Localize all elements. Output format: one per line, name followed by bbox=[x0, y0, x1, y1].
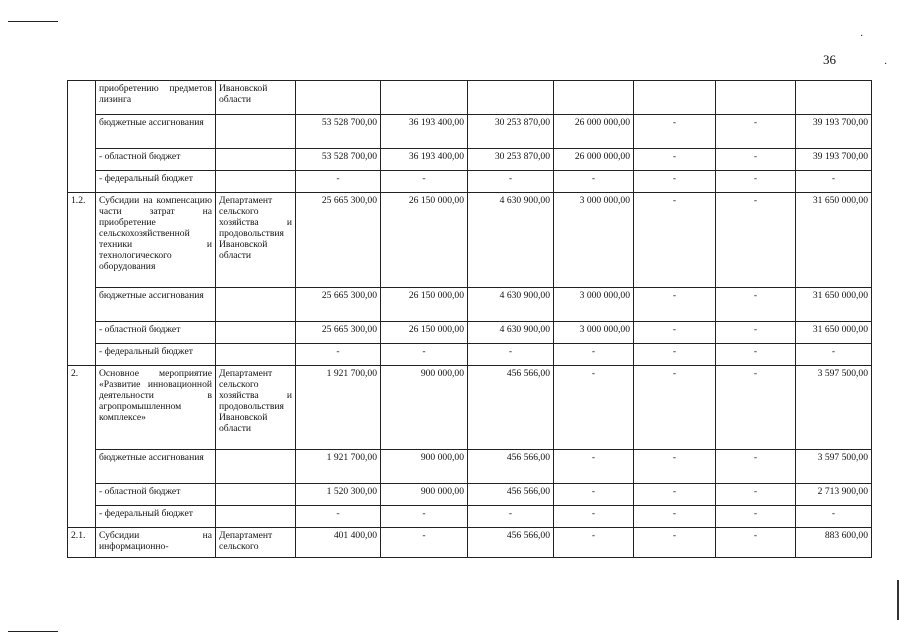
amount-cell: 456 566,00 bbox=[468, 528, 554, 558]
amount-cell: - bbox=[554, 450, 634, 484]
table-subrow bbox=[68, 149, 872, 171]
funding-source: - федеральный бюджет bbox=[96, 506, 216, 528]
amount-cell bbox=[381, 81, 468, 115]
table-subrow bbox=[68, 288, 872, 322]
amount-cell: - bbox=[381, 171, 468, 193]
amount-cell: - bbox=[296, 506, 381, 528]
amount-cell: - bbox=[796, 344, 872, 366]
amount-cell: 1 520 300,00 bbox=[296, 484, 381, 506]
table-subrow bbox=[68, 506, 872, 528]
amount-cell: 53 528 700,00 bbox=[296, 115, 381, 149]
executor-empty bbox=[216, 115, 296, 149]
amount-cell: - bbox=[716, 484, 796, 506]
item-name: Основное мероприятие «Развитие инновационной деятельности в агропромышленном комплексе» bbox=[96, 366, 216, 450]
amount-cell: 36 193 400,00 bbox=[381, 149, 468, 171]
amount-cell: - bbox=[716, 149, 796, 171]
amount-cell: 4 630 900,00 bbox=[468, 193, 554, 288]
table-row bbox=[68, 193, 872, 288]
amount-cell: - bbox=[716, 450, 796, 484]
amount-cell: - bbox=[716, 171, 796, 193]
funding-source: бюджетные ассигнования bbox=[96, 288, 216, 322]
executor: Департамент сельского bbox=[216, 528, 296, 558]
amount-cell: 3 000 000,00 bbox=[554, 322, 634, 344]
funding-source: - федеральный бюджет bbox=[96, 344, 216, 366]
executor-empty bbox=[216, 171, 296, 193]
amount-cell: 26 000 000,00 bbox=[554, 149, 634, 171]
executor-empty bbox=[216, 506, 296, 528]
amount-cell: 3 597 500,00 bbox=[796, 366, 872, 450]
amount-cell: - bbox=[296, 344, 381, 366]
amount-cell: - bbox=[716, 322, 796, 344]
amount-cell: 900 000,00 bbox=[381, 366, 468, 450]
amount-cell: - bbox=[554, 528, 634, 558]
amount-cell: 26 150 000,00 bbox=[381, 193, 468, 288]
amount-cell: - bbox=[554, 171, 634, 193]
amount-cell bbox=[796, 81, 872, 115]
amount-cell: 900 000,00 bbox=[381, 484, 468, 506]
executor-empty bbox=[216, 484, 296, 506]
amount-cell: 31 650 000,00 bbox=[796, 322, 872, 344]
executor-empty bbox=[216, 322, 296, 344]
amount-cell: 3 000 000,00 bbox=[554, 193, 634, 288]
amount-cell: 883 600,00 bbox=[796, 528, 872, 558]
amount-cell: - bbox=[381, 528, 468, 558]
executor: Департамент сельского хозяйства и продовольствия Ивановской области bbox=[216, 193, 296, 288]
amount-cell: 25 665 300,00 bbox=[296, 288, 381, 322]
amount-cell: - bbox=[634, 344, 716, 366]
executor-empty bbox=[216, 450, 296, 484]
amount-cell: - bbox=[554, 484, 634, 506]
amount-cell: - bbox=[634, 366, 716, 450]
amount-cell: - bbox=[634, 115, 716, 149]
amount-cell: - bbox=[634, 450, 716, 484]
amount-cell: 31 650 000,00 bbox=[796, 288, 872, 322]
amount-cell: - bbox=[716, 528, 796, 558]
table-subrow bbox=[68, 484, 872, 506]
amount-cell: - bbox=[716, 366, 796, 450]
executor-empty bbox=[216, 149, 296, 171]
amount-cell: 36 193 400,00 bbox=[381, 115, 468, 149]
table-row bbox=[68, 528, 872, 558]
amount-cell: - bbox=[296, 171, 381, 193]
amount-cell: 3 597 500,00 bbox=[796, 450, 872, 484]
funding-source: - областной бюджет bbox=[96, 484, 216, 506]
table-subrow bbox=[68, 344, 872, 366]
amount-cell: - bbox=[634, 193, 716, 288]
item-number: 2.1. bbox=[68, 528, 96, 558]
scan-edge-mark bbox=[897, 580, 899, 620]
page-number: 36 bbox=[823, 52, 836, 67]
item-name: Субсидии на информационно- bbox=[96, 528, 216, 558]
amount-cell: 4 630 900,00 bbox=[468, 322, 554, 344]
amount-cell: - bbox=[468, 344, 554, 366]
amount-cell bbox=[634, 81, 716, 115]
budget-table bbox=[67, 80, 872, 558]
funding-source: бюджетные ассигнования bbox=[96, 115, 216, 149]
table-subrow bbox=[68, 171, 872, 193]
amount-cell: - bbox=[716, 506, 796, 528]
item-number: 2. bbox=[68, 366, 96, 528]
amount-cell: - bbox=[554, 506, 634, 528]
amount-cell: - bbox=[796, 171, 872, 193]
amount-cell: - bbox=[716, 115, 796, 149]
item-name: приобретению предметов лизинга bbox=[96, 81, 216, 115]
amount-cell: - bbox=[634, 149, 716, 171]
amount-cell: - bbox=[716, 288, 796, 322]
amount-cell: 1 921 700,00 bbox=[296, 450, 381, 484]
amount-cell: - bbox=[468, 171, 554, 193]
amount-cell: 25 665 300,00 bbox=[296, 193, 381, 288]
amount-cell: - bbox=[468, 506, 554, 528]
amount-cell: - bbox=[634, 528, 716, 558]
scan-speck: · bbox=[860, 31, 864, 42]
executor-empty bbox=[216, 288, 296, 322]
amount-cell: - bbox=[381, 506, 468, 528]
amount-cell: - bbox=[796, 506, 872, 528]
amount-cell: 3 000 000,00 bbox=[554, 288, 634, 322]
amount-cell bbox=[716, 81, 796, 115]
amount-cell: 26 000 000,00 bbox=[554, 115, 634, 149]
amount-cell: - bbox=[634, 506, 716, 528]
executor: Ивановской области bbox=[216, 81, 296, 115]
executor-empty bbox=[216, 344, 296, 366]
amount-cell: - bbox=[634, 322, 716, 344]
table-subrow bbox=[68, 115, 872, 149]
bottom-rule bbox=[8, 631, 58, 632]
amount-cell: - bbox=[381, 344, 468, 366]
amount-cell bbox=[296, 81, 381, 115]
executor: Департамент сельского хозяйства и продовольствия Ивановской области bbox=[216, 366, 296, 450]
table-subrow bbox=[68, 322, 872, 344]
item-number bbox=[68, 81, 96, 193]
amount-cell: 25 665 300,00 bbox=[296, 322, 381, 344]
amount-cell: 4 630 900,00 bbox=[468, 288, 554, 322]
top-rule bbox=[8, 21, 58, 22]
scan-speck: · bbox=[884, 59, 888, 70]
amount-cell bbox=[468, 81, 554, 115]
amount-cell: 2 713 900,00 bbox=[796, 484, 872, 506]
funding-source: - областной бюджет bbox=[96, 322, 216, 344]
amount-cell: 26 150 000,00 bbox=[381, 322, 468, 344]
amount-cell: - bbox=[716, 344, 796, 366]
amount-cell: - bbox=[716, 193, 796, 288]
table-row bbox=[68, 81, 872, 115]
amount-cell: - bbox=[634, 484, 716, 506]
amount-cell: 31 650 000,00 bbox=[796, 193, 872, 288]
amount-cell: - bbox=[634, 288, 716, 322]
amount-cell: 1 921 700,00 bbox=[296, 366, 381, 450]
funding-source: - федеральный бюджет bbox=[96, 171, 216, 193]
amount-cell: 26 150 000,00 bbox=[381, 288, 468, 322]
amount-cell: - bbox=[554, 344, 634, 366]
amount-cell: 456 566,00 bbox=[468, 450, 554, 484]
amount-cell: 53 528 700,00 bbox=[296, 149, 381, 171]
funding-source: бюджетные ассигнования bbox=[96, 450, 216, 484]
amount-cell: 30 253 870,00 bbox=[468, 115, 554, 149]
amount-cell: 30 253 870,00 bbox=[468, 149, 554, 171]
amount-cell: 456 566,00 bbox=[468, 484, 554, 506]
item-number: 1.2. bbox=[68, 193, 96, 366]
item-name: Субсидии на компенсацию части затрат на приобретение сельскохозяйственной техники и технологического оборудования bbox=[96, 193, 216, 288]
amount-cell: 39 193 700,00 bbox=[796, 149, 872, 171]
table-row bbox=[68, 366, 872, 450]
amount-cell: 456 566,00 bbox=[468, 366, 554, 450]
funding-source: - областной бюджет bbox=[96, 149, 216, 171]
amount-cell bbox=[554, 81, 634, 115]
amount-cell: 39 193 700,00 bbox=[796, 115, 872, 149]
amount-cell: 401 400,00 bbox=[296, 528, 381, 558]
amount-cell: 900 000,00 bbox=[381, 450, 468, 484]
table-subrow bbox=[68, 450, 872, 484]
amount-cell: - bbox=[554, 366, 634, 450]
amount-cell: - bbox=[634, 171, 716, 193]
